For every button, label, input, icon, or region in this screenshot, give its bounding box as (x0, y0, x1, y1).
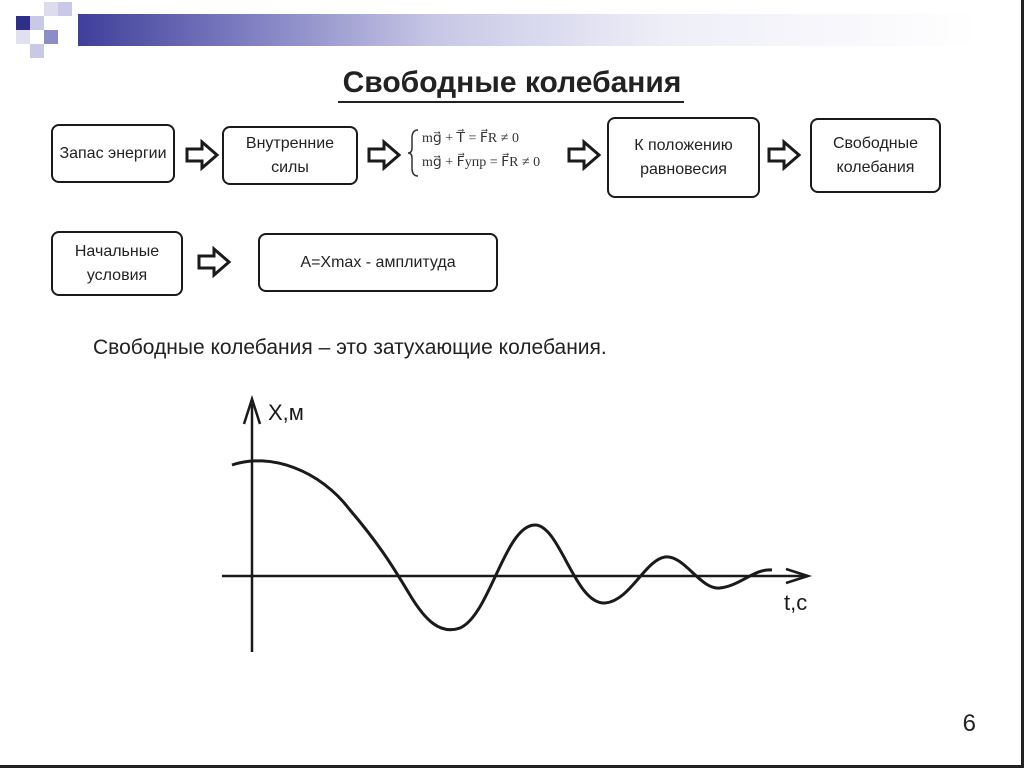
y-axis-label: X,м (268, 400, 304, 425)
box-initial-conditions: Начальные условия (51, 231, 183, 296)
damped-oscillation-curve (232, 461, 772, 630)
box-to-equilibrium: К положению равновесия (607, 117, 760, 198)
x-axis-label: t,c (784, 590, 808, 615)
slide-title: Свободные колебания (342, 66, 682, 99)
box-free-oscillations: Свободные колебания (810, 118, 941, 193)
formula-line-2: mg⃗ + F⃗упр = F⃗R ≠ 0 (422, 155, 541, 170)
page-number: 6 (962, 710, 976, 737)
box-amplitude: A=Xmax - амплитуда (258, 233, 498, 292)
box-energy-reserve: Запас энергии (51, 124, 175, 183)
formula-line-1: mg⃗ + T⃗ = F⃗R ≠ 0 (422, 131, 519, 146)
box-internal-forces: Внутренние силы (222, 126, 358, 185)
statement-damped: Свободные колебания – это затухающие колебания. (93, 336, 607, 359)
